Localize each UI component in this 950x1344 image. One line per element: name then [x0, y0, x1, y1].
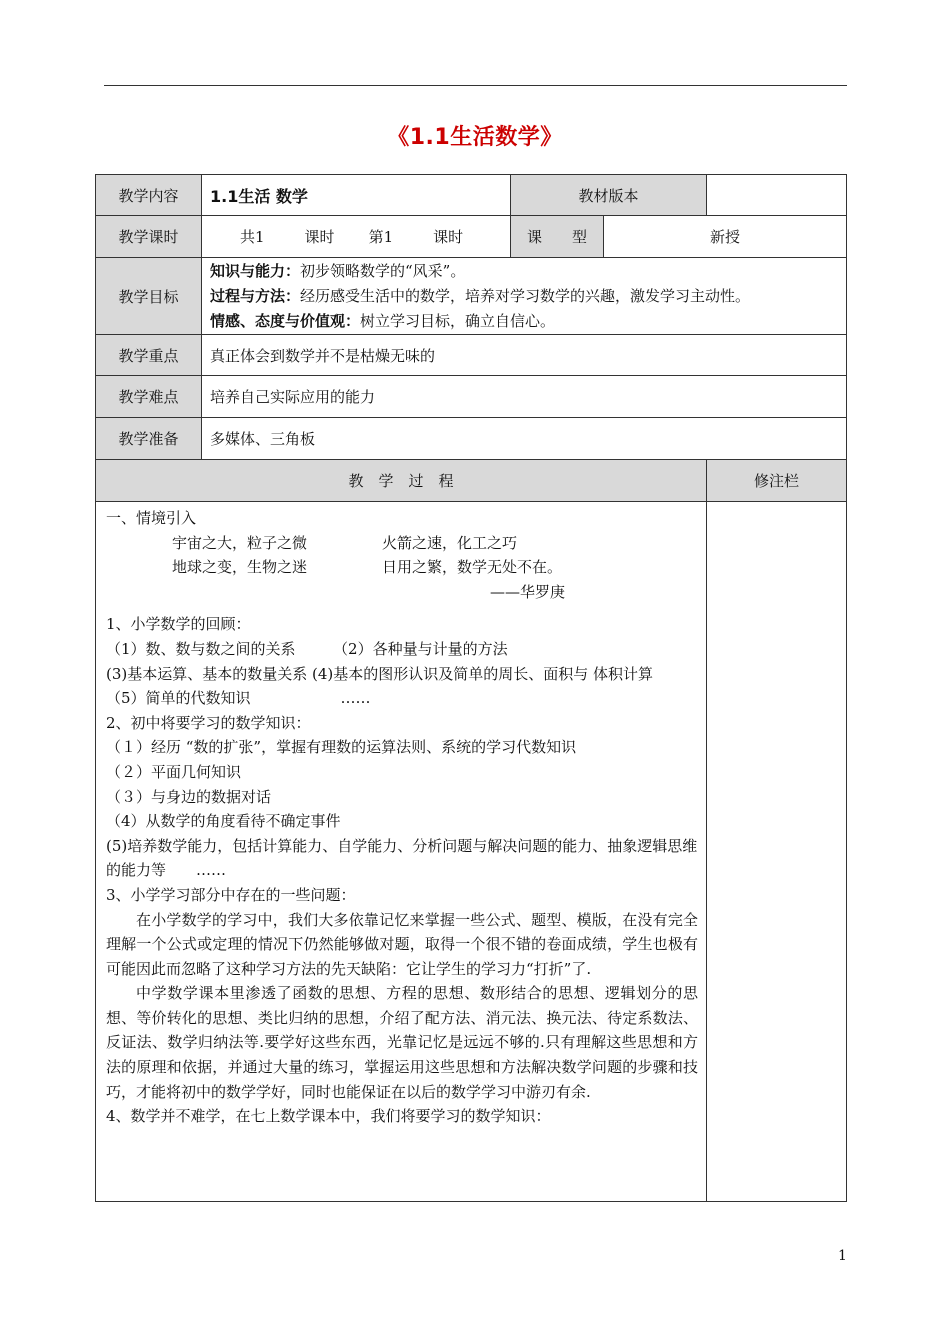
row-content: [96, 175, 847, 216]
total-prefix: 共1: [240, 228, 265, 246]
value-difficulty: 培养自己实际应用的能力: [202, 376, 847, 418]
sec2-line: (5)培养数学能力，包括计算能力、自学能力、分析问题与解决问题的能力、抽象逻辑思维的能力等 ……: [106, 836, 698, 880]
value-type: 新授: [604, 216, 847, 258]
current-unit: 课时: [433, 228, 464, 246]
sec3-heading: 3、小学学习部分中存在的一些问题：: [106, 885, 356, 904]
process-header: 教 学 过 程: [96, 460, 707, 502]
notes-header: 修注栏: [707, 460, 847, 502]
intro-heading: 一、情境引入: [106, 509, 197, 527]
poem-line-2: 地球之变，生物之迷 日用之繁，数学无处不在。: [172, 558, 563, 577]
sec1-line: (3)基本运算、基本的数量关系 (4)基本的图形认识及简单的周长、面积与 体积计算: [106, 664, 654, 683]
sec3-paragraph: 在小学数学的学习中，我们大多依靠记忆来掌握一些公式、题型、模版，在没有完全理解一个公式或定理的情况下仍然能够做对题，取得一个很不错的卷面成绩，学生也极有可能因此而忽略了这种学习方法的先天缺陷：它让学生的学习力“打折”了.: [106, 910, 699, 978]
label-difficulty: 教学难点: [96, 376, 202, 418]
lesson-plan-table: [95, 174, 847, 1202]
sec1-line: （5）简单的代数知识 ……: [106, 689, 371, 708]
sec2-line: （4）从数学的角度看待不确定事件: [106, 812, 341, 831]
sec3-paragraph: 中学数学课本里渗透了函数的思想、方程的思想、数形结合的思想、逻辑划分的思想、等价转化的思想、类比归纳的思想，介绍了配方法、消元法、换元法、待定系数法、反证法、数学归纳法等.要学好这些东西，光靠记忆是远远不够的.只有理解这些思想和方法的原理和依据，并通过大量的练习，掌握运用这些思想和方法解决数学问题的步骤和技巧，才能将初中的数学学好，同时也能保证在以后的数学学习中游刃有余.: [106, 984, 699, 1101]
sec1-line: （1）数、数与数之间的关系 （2）各种量与计量的方法: [106, 639, 508, 658]
value-periods: [202, 216, 511, 258]
label-periods: 教学课时: [96, 216, 202, 258]
goal-knowledge: 知识与能力：初步领略数学的“风采”。: [210, 261, 466, 280]
value-edition: [707, 175, 847, 216]
row-key-point: [96, 335, 847, 376]
label-content: 教学内容: [96, 175, 202, 216]
row-difficulty: [96, 376, 847, 418]
sec4-heading: 4、数学并不难学，在七上数学课本中，我们将要学习的数学知识：: [106, 1107, 551, 1126]
page-number: 1: [838, 1248, 847, 1264]
process-content: [96, 502, 707, 1202]
document-title: 《1.1生活数学》: [387, 125, 563, 150]
total-unit: 课时: [304, 228, 335, 246]
poem-author: ——华罗庚: [490, 582, 566, 601]
label-preparation: 教学准备: [96, 418, 202, 460]
value-preparation: 多媒体、三角板: [202, 418, 847, 460]
poem-line-1: 宇宙之大，粒子之微 火箭之速，化工之巧: [172, 533, 518, 552]
goal-attitude: 情感、态度与价值观：树立学习目标，确立自信心。: [210, 311, 556, 330]
notes-column: [707, 502, 847, 1202]
sec2-line: （１）经历 “数的扩张”，掌握有理数的运算法则、系统的学习代数知识: [106, 738, 577, 757]
header-rule: [104, 85, 847, 86]
label-type: 课 型: [511, 216, 604, 258]
sec2-heading: 2、初中将要学习的数学知识：: [106, 713, 311, 732]
sec2-line: （３）与身边的数据对话: [106, 787, 272, 806]
sec2-line: （２）平面几何知识: [106, 762, 242, 781]
row-preparation: [96, 418, 847, 460]
row-periods: [96, 216, 847, 258]
current-prefix: 第1: [368, 228, 394, 246]
label-edition: 教材版本: [511, 175, 707, 216]
value-key-point: 真正体会到数学并不是枯燥无味的: [202, 335, 847, 376]
value-content: 1.1生活 数学: [202, 175, 511, 216]
label-key-point: 教学重点: [96, 335, 202, 376]
row-goals: [96, 258, 847, 335]
row-process-header: [96, 460, 847, 502]
row-process-body: [96, 502, 847, 1202]
goal-process: 过程与方法：经历感受生活中的数学，培养对学习数学的兴趣，激发学习主动性。: [210, 286, 751, 305]
value-goals: [202, 258, 847, 335]
label-goals: 教学目标: [96, 258, 202, 335]
sec1-heading: 1、小学数学的回顾：: [106, 615, 251, 634]
